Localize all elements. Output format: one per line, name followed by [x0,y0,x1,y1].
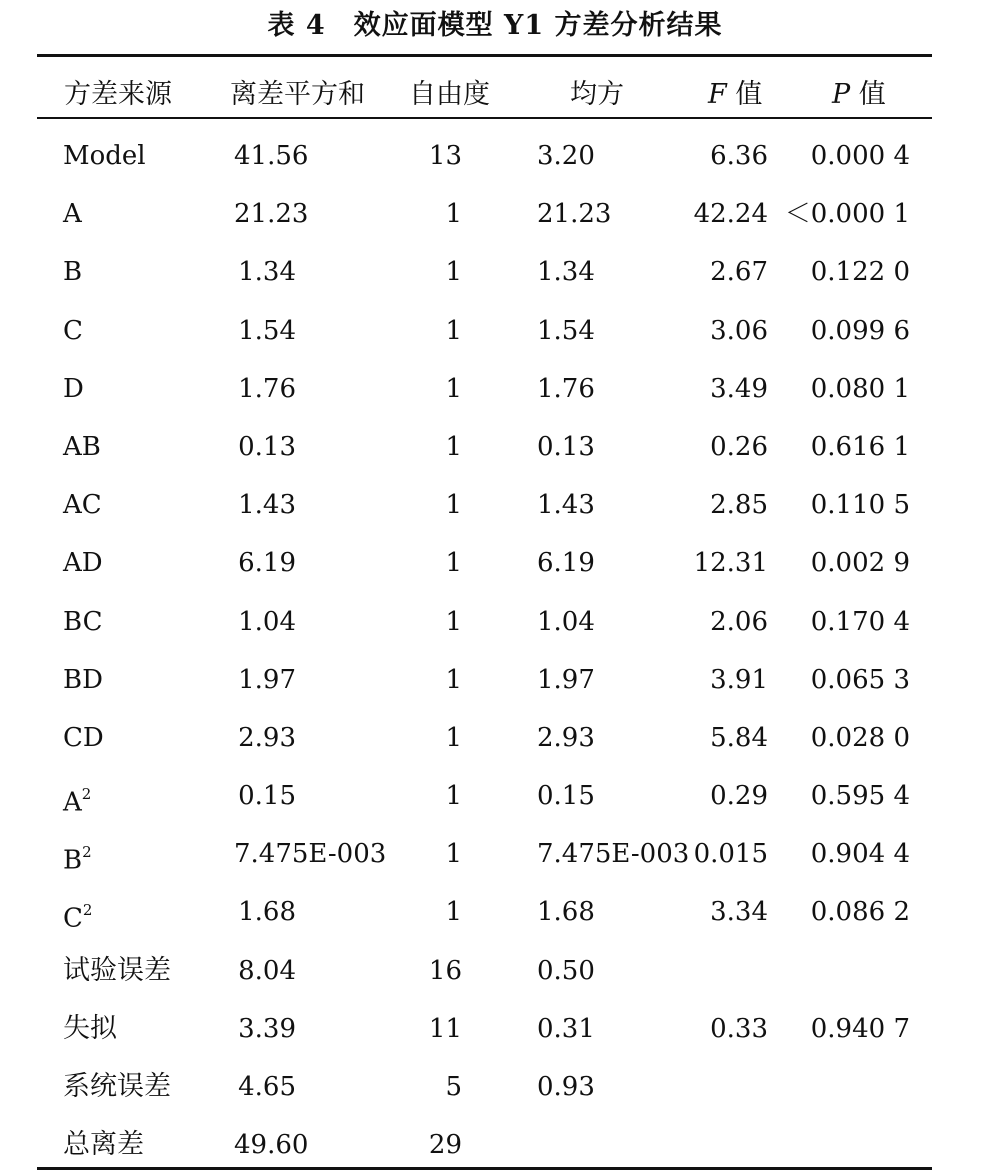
cell-source [63,825,92,890]
cell-mean-square: 1.97 [537,664,595,695]
cell-degrees-of-freedom: 1 [445,431,462,462]
cell-source [63,593,102,651]
table-row [0,243,990,301]
cell-degrees-of-freedom: 11 [428,1013,462,1044]
cell-p-value: 0.099 6 [810,315,910,346]
table-title: 表 4 效应面模型 Y1 方差分析结果 [267,10,723,41]
cell-mean-square: 0.31 [537,1013,595,1044]
cell-sum-of-squares: 3.39 [238,1013,296,1044]
cell-p-value: 0.904 4 [810,839,910,870]
header-f-suffix: 值 [726,79,763,110]
cell-p-value: 0.110 5 [810,490,910,521]
cell-degrees-of-freedom: 1 [445,548,462,579]
cell-p-value: 0.595 4 [810,781,910,812]
table-row [0,942,990,1000]
cell-mean-square: 6.19 [537,548,595,579]
top-rule [37,54,932,57]
cell-f-value: 0.26 [710,431,768,462]
source-label: AC [63,490,102,521]
source-label: AB [63,431,101,462]
cell-source [63,185,82,243]
cell-source [63,767,91,832]
cell-f-value: 2.85 [710,490,768,521]
cell-sum-of-squares: 1.04 [238,606,296,637]
table-row [0,1116,990,1174]
cell-f-value: 6.36 [710,141,768,171]
cell-degrees-of-freedom: 1 [445,722,462,753]
cell-mean-square: 3.20 [537,141,595,171]
table-row [0,302,990,360]
cell-degrees-of-freedom: 1 [445,199,462,230]
cell-f-value: 2.06 [710,606,768,637]
cell-p-value: 0.170 4 [810,606,910,637]
source-superscript: 2 [82,843,92,862]
table-body [0,127,990,1174]
cell-p-value: 0.616 1 [810,431,910,462]
cell-source [63,127,146,185]
cell-sum-of-squares: 7.475E-003 [234,839,387,870]
cell-source [63,243,82,301]
source-superscript: 2 [81,785,92,804]
cell-mean-square: 2.93 [537,722,595,753]
cell-f-value: 3.34 [710,897,768,928]
header-mean-square: 均方 [570,79,624,110]
cell-sum-of-squares: 1.34 [238,257,296,288]
source-label: 失拟 [63,1012,117,1044]
table-row [0,1058,990,1116]
cell-source [63,651,103,709]
cell-mean-square: 0.13 [537,431,595,462]
cell-source [63,883,92,948]
cell-degrees-of-freedom: 1 [445,897,462,928]
cell-source [63,1116,144,1174]
cell-degrees-of-freedom: 1 [445,490,462,521]
cell-sum-of-squares: 6.19 [238,548,296,579]
header-f-symbol: F [708,79,727,110]
source-label: Model [63,141,146,171]
cell-mean-square: 21.23 [537,199,612,230]
table-row [0,418,990,476]
cell-degrees-of-freedom: 1 [445,315,462,346]
cell-mean-square: 1.04 [537,606,595,637]
cell-degrees-of-freedom: 1 [445,257,462,288]
source-superscript: 2 [82,901,93,920]
cell-mean-square: 7.475E-003 [537,839,690,870]
table-row [0,476,990,534]
cell-sum-of-squares: 0.13 [238,431,296,462]
source-label: A [63,199,82,230]
cell-p-value: 0.086 2 [810,897,910,928]
source-label: 系统误差 [63,1071,171,1102]
cell-f-value: 5.84 [710,722,768,753]
cell-mean-square: 1.76 [537,373,595,404]
cell-degrees-of-freedom: 29 [428,1130,462,1161]
cell-source [63,302,83,360]
cell-sum-of-squares: 4.65 [238,1072,296,1102]
cell-f-value: 0.29 [710,781,768,812]
source-label: CD [63,722,104,753]
cell-sum-of-squares: 1.54 [238,315,296,346]
cell-source [63,360,84,418]
cell-sum-of-squares: 41.56 [234,141,309,171]
source-label: C [63,904,83,935]
header-source: 方差来源 [64,79,172,110]
cell-mean-square: 1.34 [537,257,595,288]
table-row [0,127,990,185]
cell-sum-of-squares: 8.04 [238,955,296,986]
source-label: B [63,845,83,876]
cell-f-value: 2.67 [710,257,768,288]
source-label: A [63,787,82,818]
header-p-suffix: 值 [850,79,886,110]
cell-source [63,534,103,592]
header-p-symbol: P [832,79,851,110]
header-sum-of-squares: 离差平方和 [230,79,365,110]
table-header [0,72,990,118]
cell-degrees-of-freedom: 1 [445,373,462,404]
cell-sum-of-squares: 21.23 [234,199,309,230]
cell-degrees-of-freedom: 1 [445,664,462,695]
cell-degrees-of-freedom: 5 [445,1072,462,1102]
table-row [0,767,990,825]
source-label: BD [63,664,103,695]
cell-mean-square: 1.43 [537,490,595,521]
cell-source [63,418,101,476]
cell-f-value: 0.015 [693,839,768,870]
cell-mean-square: 1.68 [537,897,595,928]
cell-source [63,1058,171,1116]
cell-degrees-of-freedom: 16 [428,955,462,986]
header-f-value [708,72,762,118]
cell-degrees-of-freedom: 1 [445,781,462,812]
cell-source [63,709,104,767]
table-row [0,1000,990,1058]
table-row [0,883,990,941]
table-row [0,593,990,651]
cell-degrees-of-freedom: 1 [445,606,462,637]
bottom-rule [37,1167,932,1170]
cell-p-value: 0.122 0 [810,257,910,288]
source-label: 试验误差 [63,954,171,986]
table-row [0,185,990,243]
cell-sum-of-squares: 2.93 [238,722,296,753]
source-label: C [63,315,83,346]
cell-mean-square: 0.15 [537,781,595,812]
cell-sum-of-squares: 1.76 [238,373,296,404]
cell-p-value: ＜0.000 1 [784,199,910,230]
cell-mean-square: 0.93 [537,1072,595,1102]
table-row [0,360,990,418]
cell-f-value: 3.49 [710,373,768,404]
cell-p-value: 0.028 0 [810,722,910,753]
source-label: 总离差 [63,1129,144,1161]
cell-sum-of-squares: 49.60 [234,1130,309,1161]
cell-p-value: 0.080 1 [810,373,910,404]
cell-source [63,476,102,534]
cell-f-value: 3.91 [710,664,768,695]
cell-p-value: 0.000 4 [810,141,910,171]
cell-source [63,942,171,1000]
cell-degrees-of-freedom: 13 [428,141,462,171]
cell-sum-of-squares: 1.97 [238,664,296,695]
cell-source [63,1000,117,1058]
cell-mean-square: 0.50 [537,955,595,986]
cell-sum-of-squares: 1.43 [238,490,296,521]
cell-f-value: 3.06 [710,315,768,346]
cell-f-value: 0.33 [710,1013,768,1044]
cell-sum-of-squares: 0.15 [238,781,296,812]
header-degrees-of-freedom: 自由度 [409,79,490,110]
header-p-value [832,72,886,118]
cell-p-value: 0.940 7 [810,1013,910,1044]
cell-mean-square: 1.54 [537,315,595,346]
cell-p-value: 0.002 9 [810,548,910,579]
source-label: B [63,257,83,288]
table-row [0,534,990,592]
cell-f-value: 42.24 [693,199,768,230]
cell-degrees-of-freedom: 1 [445,839,462,870]
table-row [0,651,990,709]
table-row [0,709,990,767]
cell-p-value: 0.065 3 [810,664,910,695]
cell-sum-of-squares: 1.68 [238,897,296,928]
source-label: BC [63,606,103,637]
table-row [0,825,990,883]
cell-f-value: 12.31 [693,548,768,579]
header-rule [37,117,932,119]
source-label: D [63,373,84,404]
source-label: AD [63,548,103,579]
